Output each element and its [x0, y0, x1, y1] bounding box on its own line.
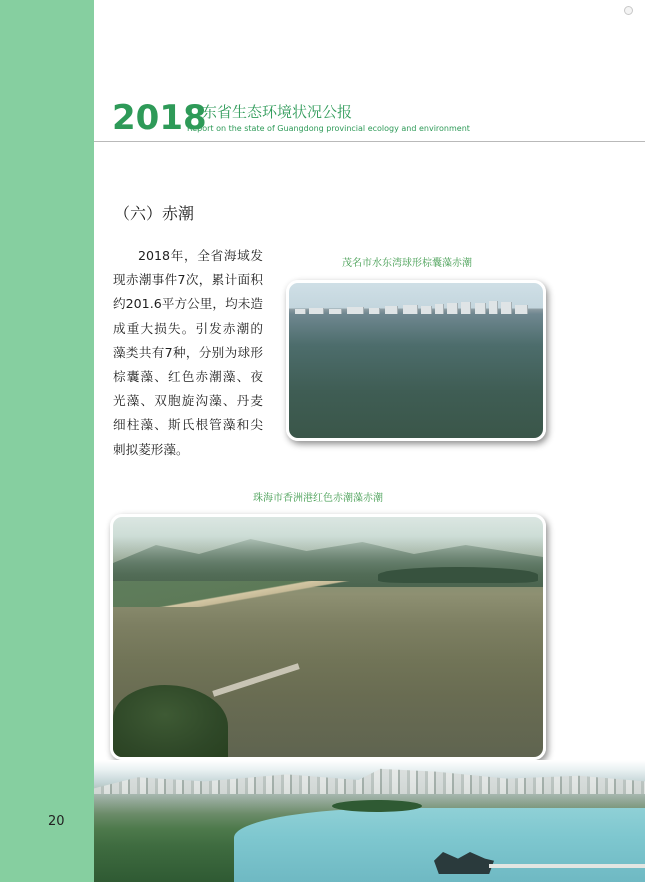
- figure-caption-maoming: 茂名市水东湾球形棕囊藻赤潮: [342, 258, 472, 269]
- section-title: （六）赤潮: [114, 204, 195, 223]
- photo-pier: [212, 663, 299, 697]
- photo-hill: [113, 685, 228, 760]
- bottom-landscape-image: [94, 760, 645, 882]
- photo-zhuhai-red-tide: [110, 514, 546, 760]
- figure-caption-zhuhai: 珠海市香洲港红色赤潮藻赤潮: [253, 493, 383, 504]
- corner-mark: [624, 6, 633, 15]
- landscape-town: [94, 766, 645, 794]
- photo-beach: [113, 581, 350, 607]
- photo-island: [378, 567, 538, 583]
- side-color-band: [0, 0, 94, 882]
- header-year: 2018: [112, 98, 207, 138]
- header-title-english: Report on the state of Guangdong provincial ecology and environment: [187, 124, 470, 133]
- body-paragraph: 2018年，全省海域发现赤潮事件7次，累计面积约201.6平方公里，均未造成重大损失。引发赤潮的藻类共有7种，分别为球形棕囊藻、红色赤潮藻、夜光藻、双胞旋沟藻、丹麦细柱藻、斯氏根管藻和尖刺拟菱形藻。: [113, 248, 263, 457]
- header-divider: [94, 141, 645, 142]
- photo-maoming-red-tide: [286, 280, 546, 441]
- header-title-chinese: 广东省生态环境状况公报: [187, 103, 353, 121]
- page-number: 20: [48, 814, 65, 829]
- landscape-bridge: [489, 864, 645, 868]
- photo-skyline: [289, 300, 543, 314]
- landscape-isle: [332, 800, 422, 812]
